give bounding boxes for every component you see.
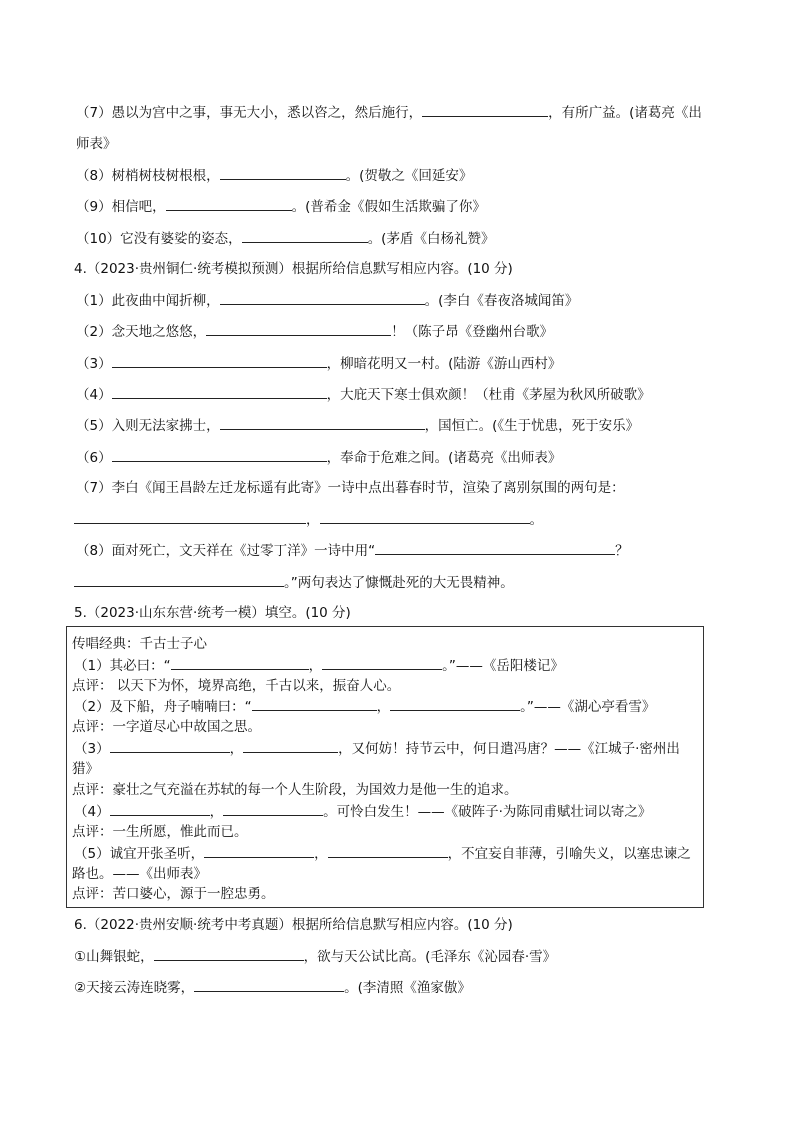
text-segment: （7）愚以为宫中之事，事无大小，悉以咨之，然后施行，	[76, 105, 423, 121]
line-q5_2	[74, 696, 655, 717]
line-q4_7a	[76, 478, 625, 498]
line-q4_7b	[74, 509, 543, 530]
line-q5_4	[74, 801, 651, 822]
answer-blank[interactable]	[112, 447, 327, 462]
text-segment: 。”两句表达了慷慨赴死的大无畏精神。	[284, 575, 514, 591]
text-segment: （2）及下船，舟子喃喃曰：“	[74, 699, 252, 715]
line-q4_4	[76, 384, 651, 405]
text-segment: 传唱经典：千古士子心	[72, 636, 207, 652]
text-segment: ，大庇天下寒士俱欢颜！（杜甫《茅屋为秋风所破歌》	[326, 387, 651, 403]
answer-blank[interactable]	[154, 946, 304, 961]
line-q5_head	[74, 603, 351, 623]
answer-blank[interactable]	[375, 540, 615, 555]
line-q5_3c	[72, 780, 518, 800]
text-segment: ，欲与天公试比高。(毛泽东《沁园春·雪》	[303, 949, 557, 965]
answer-blank[interactable]	[204, 843, 314, 858]
line-q5_5a	[74, 843, 691, 864]
line-q4_2	[76, 321, 553, 342]
line-q4_5	[76, 415, 639, 436]
text-segment: ，	[209, 804, 224, 820]
text-segment: （3）	[74, 741, 110, 757]
answer-blank[interactable]	[74, 572, 284, 587]
text-segment: ！（陈子昂《登幽州台歌》	[391, 324, 554, 340]
text-segment: 。”——《湖心亭看雪》	[520, 699, 656, 715]
line-q5_5b	[72, 864, 207, 884]
answer-blank[interactable]	[422, 102, 548, 117]
text-segment: ，	[308, 658, 323, 674]
answer-blank[interactable]	[242, 228, 368, 243]
text-segment: ，	[306, 512, 320, 528]
text-segment: 猎》	[72, 761, 99, 777]
line-q6_head	[74, 915, 513, 935]
line-q6_2	[74, 977, 471, 998]
line-q3_10	[76, 228, 494, 249]
line-q5_title	[72, 634, 207, 654]
text-segment: 师表》	[76, 136, 117, 152]
line-q3_7a	[76, 102, 702, 123]
answer-blank[interactable]	[322, 655, 442, 670]
text-segment: （4）	[76, 387, 112, 403]
line-q5_4c	[72, 822, 248, 842]
answer-blank[interactable]	[320, 509, 530, 524]
answer-blank[interactable]	[328, 843, 448, 858]
line-q6_1	[74, 946, 556, 967]
answer-blank[interactable]	[74, 509, 306, 524]
line-q3_7b	[76, 134, 117, 154]
text-segment: 。	[529, 512, 543, 528]
text-segment: （2）念天地之悠悠，	[76, 324, 207, 340]
text-segment: ，柳暗花明又一村。(陆游《游山西村》	[326, 356, 562, 372]
line-q3_9	[76, 196, 486, 217]
text-segment: （8）树梢树枝树根根，	[76, 168, 220, 184]
line-q4_8a	[76, 540, 629, 561]
text-segment: 5.（2023·山东东营·统考一模）填空。(10 分)	[74, 605, 351, 621]
text-segment: ，奉命于危难之间。(诸葛亮《出师表》	[326, 450, 562, 466]
text-segment: （1）其必曰：“	[74, 658, 171, 674]
answer-blank[interactable]	[166, 196, 292, 211]
text-segment: （3）	[76, 356, 112, 372]
answer-blank[interactable]	[194, 977, 344, 992]
text-segment: ，不宜妄自菲薄，引喻失义，以塞忠谏之	[447, 846, 691, 862]
text-segment: 点评：一字道尽心中故国之思。	[72, 719, 261, 735]
answer-blank[interactable]	[110, 738, 230, 753]
text-segment: 。(普希金《假如生活欺骗了你》	[291, 199, 486, 215]
text-segment: （9）相信吧，	[76, 199, 166, 215]
text-segment: ，又何妨！持节云中，何日遣冯唐？——《江城子·密州出	[338, 741, 680, 757]
line-q3_8	[76, 165, 472, 186]
text-segment: （10）它没有婆娑的姿态，	[76, 231, 242, 247]
text-segment: ①山舞银蛇，	[74, 949, 154, 965]
text-segment: 点评：豪壮之气充溢在苏轼的每一个人生阶段，为国效力是他一生的追求。	[72, 782, 518, 798]
text-segment: ？	[615, 543, 629, 559]
line-q4_3	[76, 353, 561, 374]
line-q5_3b	[72, 759, 99, 779]
text-segment: 点评：一生所愿，惟此而已。	[72, 824, 248, 840]
text-segment: 。可怜白发生！——《破阵子·为陈同甫赋壮词以寄之》	[323, 804, 652, 820]
text-segment: （4）	[74, 804, 110, 820]
text-segment: （5）诚宜开张圣听，	[74, 846, 205, 862]
line-q5_1	[74, 655, 564, 676]
answer-blank[interactable]	[110, 801, 210, 816]
text-segment: 。(李清照《渔家傲》	[344, 980, 471, 996]
line-q5_3a	[74, 738, 680, 759]
text-segment: ，国恒亡。(《生于忧患，死于安乐》	[424, 418, 640, 434]
text-segment: 路也。——《出师表》	[72, 866, 207, 882]
text-segment: ，	[314, 846, 328, 862]
answer-blank[interactable]	[206, 321, 391, 336]
text-segment: 点评： 以天下为怀，境界高绝，千古以来，振奋人心。	[72, 678, 401, 694]
answer-blank[interactable]	[112, 384, 327, 399]
line-q4_head	[74, 259, 513, 279]
line-q4_1	[76, 290, 578, 311]
text-segment: ，	[376, 699, 391, 715]
text-segment: （7）李白《闻王昌龄左迁龙标遥有此寄》一诗中点出暮春时节，渲染了离别氛围的两句是：	[76, 480, 625, 496]
text-segment: ②天接云涛连晓雾，	[74, 980, 195, 996]
answer-blank[interactable]	[252, 696, 377, 711]
answer-blank[interactable]	[220, 165, 346, 180]
text-segment: （1）此夜曲中闻折柳，	[76, 293, 220, 309]
answer-blank[interactable]	[243, 738, 338, 753]
line-q4_6	[76, 447, 561, 468]
text-segment: 4.（2023·贵州铜仁·统考模拟预测）根据所给信息默写相应内容。(10 分)	[74, 261, 513, 277]
text-segment: 。(茅盾《白杨礼赞》	[367, 231, 495, 247]
text-segment: ，	[229, 741, 244, 757]
line-q5_2c	[72, 717, 261, 737]
text-segment: 。(贺敬之《回延安》	[345, 168, 473, 184]
answer-blank[interactable]	[223, 801, 323, 816]
text-segment: 6.（2022·贵州安顺·统考中考真题）根据所给信息默写相应内容。(10 分)	[74, 917, 513, 933]
line-q4_8b	[74, 572, 514, 593]
text-segment: 。”——《岳阳楼记》	[442, 658, 564, 674]
text-segment: （5）入则无法家拂士，	[76, 418, 220, 434]
text-segment: （8）面对死亡，文天祥在《过零丁洋》一诗中用“	[76, 543, 376, 559]
answer-blank[interactable]	[220, 415, 425, 430]
line-q5_1c	[72, 676, 400, 696]
text-segment: 点评：苦口婆心，源于一腔忠勇。	[72, 886, 275, 902]
line-q5_5c	[72, 884, 275, 904]
answer-blank[interactable]	[220, 290, 425, 305]
text-segment: ，有所广益。(诸葛亮《出	[548, 105, 702, 121]
answer-blank[interactable]	[171, 655, 309, 670]
answer-blank[interactable]	[112, 353, 327, 368]
answer-blank[interactable]	[390, 696, 520, 711]
text-segment: 。(李白《春夜洛城闻笛》	[424, 293, 579, 309]
text-segment: （6）	[76, 450, 112, 466]
